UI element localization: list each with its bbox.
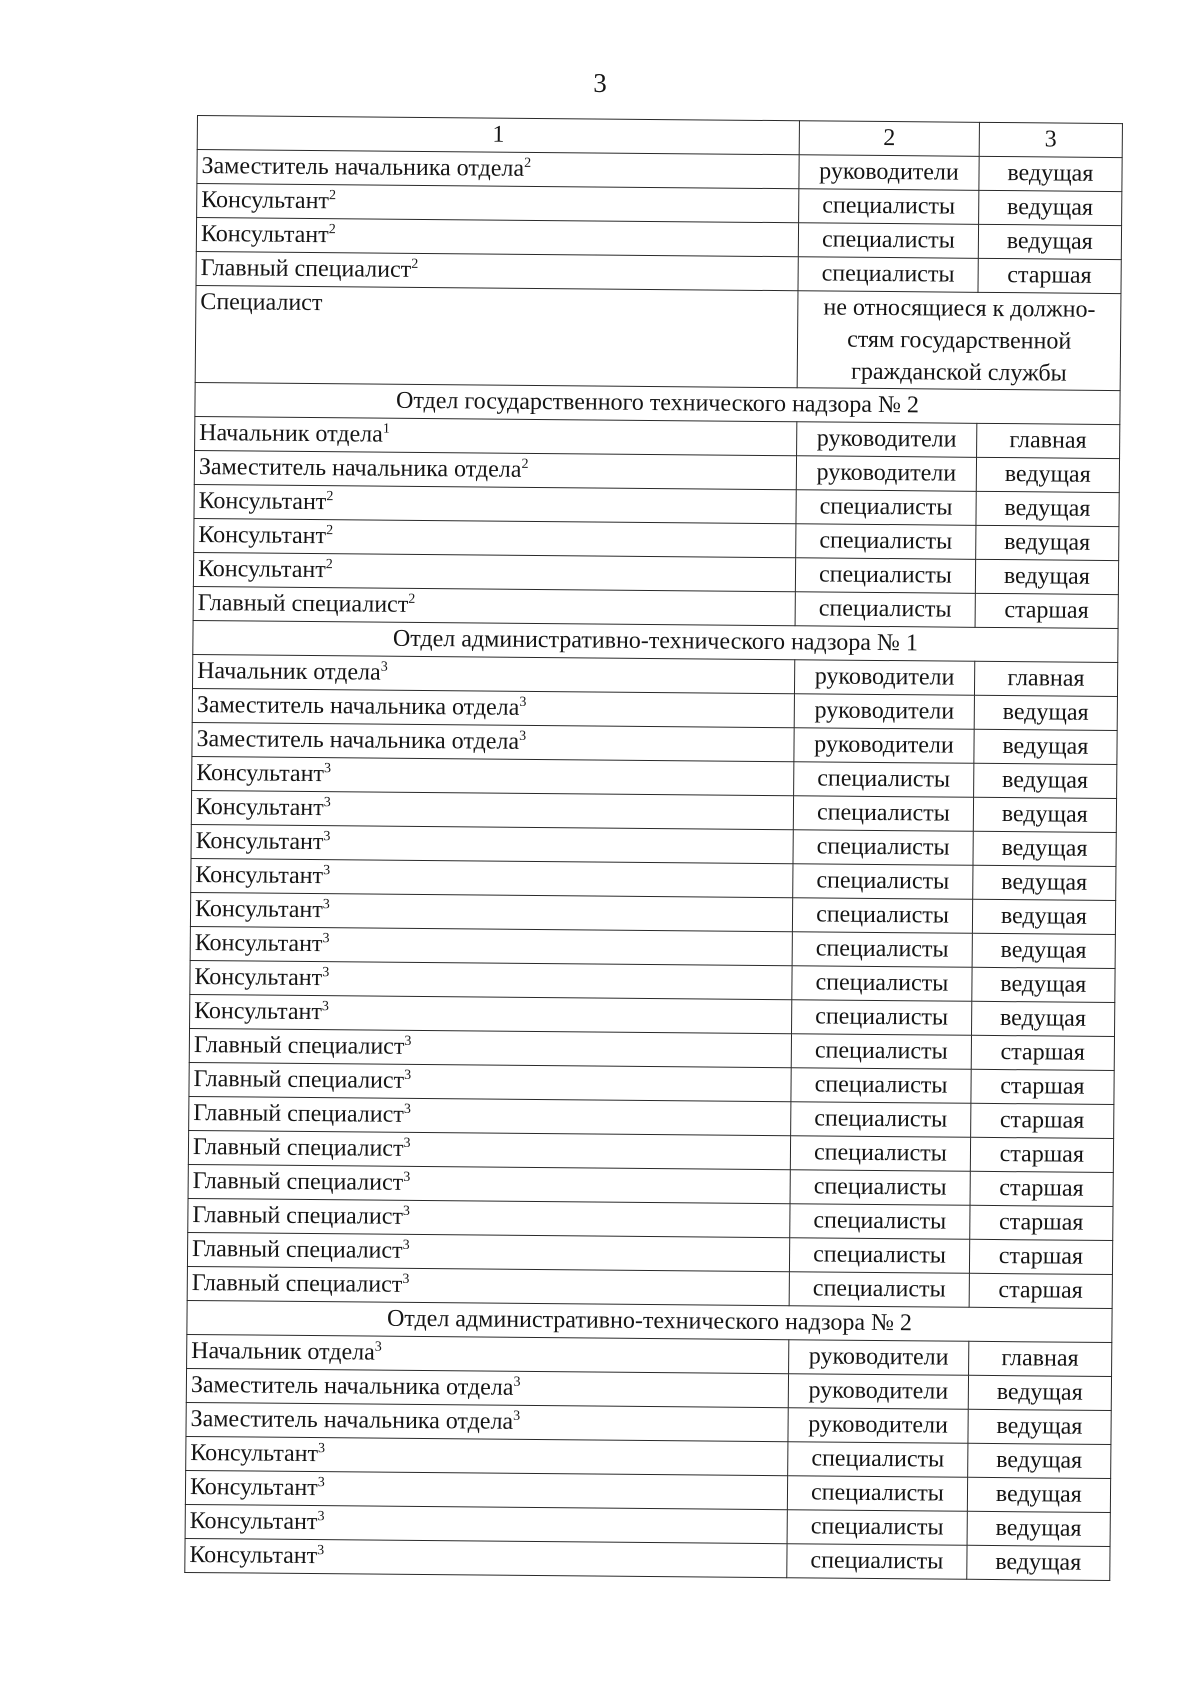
category-cell: специалисты xyxy=(794,762,974,798)
group-cell: ведущая xyxy=(973,797,1117,832)
footnote-mark: 3 xyxy=(322,931,330,947)
footnote-mark: 3 xyxy=(519,728,527,744)
group-cell: ведущая xyxy=(974,729,1118,764)
footnote-mark: 3 xyxy=(402,1271,410,1287)
group-cell: старшая xyxy=(975,593,1119,628)
position-title: Консультант xyxy=(196,760,325,788)
group-cell: старшая xyxy=(969,1273,1113,1308)
footnote-mark: 2 xyxy=(326,489,334,505)
section-title: Отдел государственного технического надзора № 2 xyxy=(195,382,1120,424)
group-cell: старшая xyxy=(978,258,1122,293)
position-title: Главный специалист xyxy=(192,1202,404,1230)
category-cell: руководители xyxy=(795,660,975,696)
position-title: Главный специалист xyxy=(193,1032,405,1060)
group-cell: ведущая xyxy=(975,525,1119,560)
position-title: Заместитель начальника отдела xyxy=(201,153,525,182)
group-cell: ведущая xyxy=(974,695,1118,730)
category-cell: специалисты xyxy=(790,1238,970,1274)
position-cell xyxy=(192,688,795,727)
page-number: 3 xyxy=(593,68,607,98)
category-cell: руководители xyxy=(788,1408,968,1444)
position-title: Консультант xyxy=(195,862,324,890)
position-cell xyxy=(192,722,795,761)
category-cell: специалисты xyxy=(788,1442,968,1478)
group-cell: ведущая xyxy=(978,190,1122,225)
group-cell: ведущая xyxy=(972,865,1116,900)
position-cell xyxy=(194,450,797,489)
category-cell: специалисты xyxy=(788,1476,968,1512)
category-cell: специалисты xyxy=(789,1272,969,1308)
section-title: Отдел административно-технического надзора № 1 xyxy=(193,620,1118,662)
position-cell xyxy=(190,892,793,931)
table-row xyxy=(195,285,1121,390)
position-title: Консультант xyxy=(194,964,323,992)
position-cell xyxy=(192,756,795,795)
footnote-mark: 3 xyxy=(380,659,388,675)
group-cell: старшая xyxy=(971,1035,1115,1070)
position-title: Заместитель начальника отдела xyxy=(190,1405,514,1435)
position-title: Главный специалист xyxy=(193,1066,405,1094)
position-title: Консультант xyxy=(201,187,330,215)
group-cell: главная xyxy=(974,661,1118,696)
category-cell: руководители xyxy=(789,1340,969,1376)
position-cell xyxy=(192,654,795,693)
position-title: Заместитель начальника отдела xyxy=(198,454,522,483)
position-title: Главный специалист xyxy=(191,1236,403,1264)
section-title: Отдел административно-технического надзора № 2 xyxy=(187,1300,1112,1342)
group-cell: ведущая xyxy=(972,899,1116,934)
footnote-mark: 3 xyxy=(519,694,527,710)
footnote-mark: 2 xyxy=(326,523,334,539)
staff-table-body xyxy=(185,116,1123,1581)
footnote-mark: 3 xyxy=(317,1509,325,1525)
category-cell: специалисты xyxy=(793,898,973,934)
footnote-mark: 3 xyxy=(374,1339,382,1355)
footnote-mark: 2 xyxy=(408,591,416,607)
position-cell xyxy=(186,1402,789,1441)
category-cell: руководители xyxy=(794,728,974,764)
position-cell xyxy=(191,824,794,863)
position-title: Специалист xyxy=(200,289,323,317)
footnote-mark: 3 xyxy=(403,1101,411,1117)
category-cell: специалисты xyxy=(793,864,973,900)
group-cell: старшая xyxy=(969,1205,1113,1240)
category-cell: специалисты xyxy=(792,1000,972,1036)
category-cell: специалисты xyxy=(790,1170,970,1206)
group-cell: ведущая xyxy=(971,1001,1115,1036)
category-cell: специалисты xyxy=(791,1102,971,1138)
position-cell xyxy=(196,218,799,257)
category-cell: специалисты xyxy=(791,1136,971,1172)
position-cell xyxy=(185,1538,788,1577)
header-col-1: 1 xyxy=(197,116,800,155)
footnote-mark: 3 xyxy=(321,999,330,1015)
position-title: Главный специалист xyxy=(192,1134,404,1162)
footnote-mark: 3 xyxy=(403,1169,411,1185)
position-cell xyxy=(187,1232,790,1271)
group-cell: ведущая xyxy=(976,457,1120,492)
position-title: Консультант xyxy=(195,828,324,856)
group-cell: ведущая xyxy=(967,1477,1111,1512)
group-cell: ведущая xyxy=(972,933,1116,968)
position-cell xyxy=(189,1028,792,1067)
footnote-mark: 3 xyxy=(322,897,330,913)
category-cell: специалисты xyxy=(799,189,979,225)
category-cell: специалисты xyxy=(795,592,975,628)
header-col-2: 2 xyxy=(799,121,979,157)
position-title: Заместитель начальника отдела xyxy=(196,692,520,721)
group-cell: ведущая xyxy=(979,156,1123,191)
group-cell: ведущая xyxy=(978,224,1122,259)
footnote-mark: 2 xyxy=(328,188,337,204)
category-cell: руководители xyxy=(797,422,977,458)
category-cell: специалисты xyxy=(792,1034,972,1070)
position-cell xyxy=(189,1096,792,1135)
footnote-mark: 2 xyxy=(328,222,336,238)
category-cell: специалисты xyxy=(791,1068,971,1104)
category-cell: специалисты xyxy=(792,966,972,1002)
position-title: Главный специалист xyxy=(192,1168,404,1196)
position-cell xyxy=(188,1164,791,1203)
position-title: Начальник отдела xyxy=(191,1337,375,1366)
position-cell xyxy=(190,926,793,965)
category-cell: специалисты xyxy=(792,932,972,968)
table-row xyxy=(185,1538,1110,1580)
footnote-mark: 2 xyxy=(325,557,333,573)
category-cell: специалисты xyxy=(790,1204,970,1240)
group-cell: старшая xyxy=(971,1069,1115,1104)
position-title: Заместитель начальника отдела xyxy=(190,1371,514,1401)
category-cell: руководители xyxy=(797,456,977,492)
footnote-mark: 2 xyxy=(524,155,532,171)
position-title: Консультант xyxy=(194,998,323,1026)
header-col-3: 3 xyxy=(979,122,1123,157)
position-cell xyxy=(197,184,800,223)
footnote-mark: 3 xyxy=(323,863,331,879)
position-title: Начальник отдела xyxy=(199,420,383,448)
position-cell xyxy=(186,1436,789,1475)
group-cell: старшая xyxy=(970,1103,1114,1138)
group-cell: ведущая xyxy=(975,559,1119,594)
footnote-mark: 3 xyxy=(323,795,331,811)
position-title: Консультант xyxy=(194,896,323,924)
category-cell: специалисты xyxy=(793,830,973,866)
position-cell xyxy=(189,1062,792,1101)
position-title: Главный специалист xyxy=(197,590,409,618)
position-cell xyxy=(188,1130,791,1169)
category-cell: специалисты xyxy=(798,257,978,293)
footnote-mark: 3 xyxy=(403,1135,411,1151)
position-cell xyxy=(193,552,796,591)
position-title: Консультант xyxy=(200,221,329,249)
non-civil-service-note: не относящиеся к должно-стям государственной гражданской службы xyxy=(797,291,1121,391)
position-cell xyxy=(193,586,796,625)
footnote-mark: 3 xyxy=(402,1203,411,1219)
position-title: Консультант xyxy=(198,522,327,550)
position-cell xyxy=(195,416,798,455)
staff-table xyxy=(184,115,1123,1581)
footnote-mark: 3 xyxy=(322,965,330,981)
category-cell: специалисты xyxy=(796,558,976,594)
group-cell: главная xyxy=(976,423,1120,458)
group-cell: старшая xyxy=(970,1171,1114,1206)
position-cell xyxy=(194,518,797,557)
group-cell: ведущая xyxy=(971,967,1115,1002)
position-cell xyxy=(187,1334,790,1373)
position-cell xyxy=(197,150,800,189)
group-cell: ведущая xyxy=(967,1443,1111,1478)
position-cell xyxy=(185,1470,788,1509)
footnote-mark: 3 xyxy=(402,1237,410,1253)
group-cell: старшая xyxy=(969,1239,1113,1274)
footnote-mark: 3 xyxy=(323,761,332,777)
category-cell: специалисты xyxy=(796,524,976,560)
position-title: Консультант xyxy=(189,1541,318,1570)
footnote-mark: 3 xyxy=(317,1543,325,1559)
position-title: Консультант xyxy=(190,1439,319,1468)
position-title: Консультант xyxy=(189,1473,318,1502)
group-cell: ведущая xyxy=(966,1545,1110,1580)
position-cell xyxy=(185,1504,788,1543)
position-title: Консультант xyxy=(198,488,327,516)
category-cell: руководители xyxy=(794,694,974,730)
position-title: Консультант xyxy=(194,930,323,958)
group-cell: ведущая xyxy=(973,831,1117,866)
group-cell: ведущая xyxy=(968,1375,1112,1410)
position-cell xyxy=(190,994,793,1033)
position-title: Консультант xyxy=(189,1507,318,1536)
position-cell xyxy=(194,484,797,523)
position-title: Консультант xyxy=(197,556,326,584)
position-cell xyxy=(186,1368,789,1407)
category-cell: специалисты xyxy=(794,796,974,832)
category-cell: специалисты xyxy=(787,1510,967,1546)
footnote-mark: 3 xyxy=(323,829,331,845)
group-cell: ведущая xyxy=(976,491,1120,526)
footnote-mark: 3 xyxy=(404,1033,412,1049)
position-title: Заместитель начальника отдела xyxy=(196,726,520,755)
footnote-mark: 3 xyxy=(404,1067,412,1083)
footnote-mark: 1 xyxy=(382,421,390,437)
group-cell: ведущая xyxy=(968,1409,1112,1444)
position-cell xyxy=(188,1198,791,1237)
position-title: Главный специалист xyxy=(193,1100,404,1128)
footnote-mark: 3 xyxy=(513,1374,521,1390)
group-cell: старшая xyxy=(970,1137,1114,1172)
position-cell xyxy=(191,858,794,897)
category-cell: специалисты xyxy=(787,1544,967,1580)
position-cell xyxy=(187,1266,790,1305)
group-cell: ведущая xyxy=(967,1511,1111,1546)
category-cell: специалисты xyxy=(799,223,979,259)
position-title: Главный специалист xyxy=(200,255,412,283)
footnote-mark: 3 xyxy=(318,1441,326,1457)
position-title: Консультант xyxy=(195,794,324,822)
category-cell: специалисты xyxy=(796,490,976,526)
position-title: Главный специалист xyxy=(191,1269,403,1298)
footnote-mark: 3 xyxy=(317,1475,325,1491)
footnote-mark: 2 xyxy=(521,456,529,472)
position-cell xyxy=(191,790,794,829)
position-title: Начальник отдела xyxy=(197,658,381,686)
position-cell xyxy=(196,251,799,290)
footnote-mark: 3 xyxy=(513,1408,521,1424)
category-cell: руководители xyxy=(799,155,979,191)
group-cell: главная xyxy=(968,1341,1112,1376)
footnote-mark: 2 xyxy=(411,256,419,272)
position-cell xyxy=(190,960,793,999)
category-cell: руководители xyxy=(789,1374,969,1410)
group-cell: ведущая xyxy=(973,763,1117,798)
position-cell xyxy=(195,285,798,387)
